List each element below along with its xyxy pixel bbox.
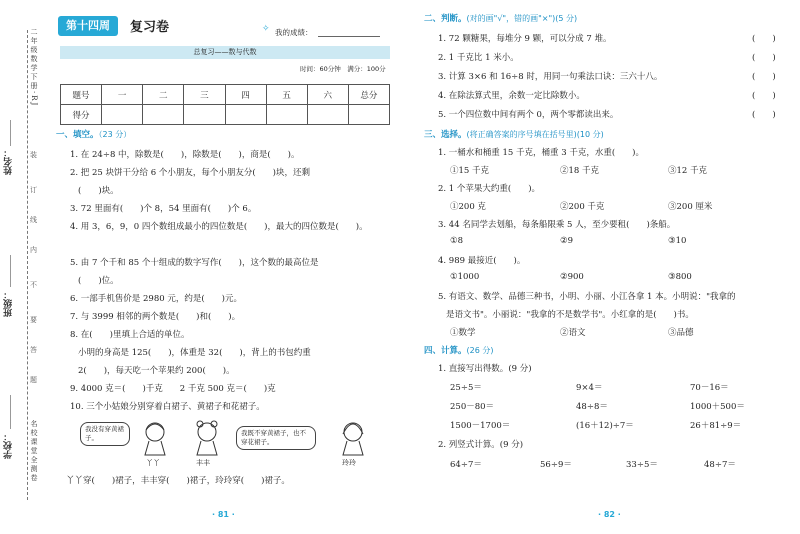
speech-bubble: 我没有穿黄裙子。 — [80, 422, 130, 446]
choice-option: ③200 厘米 — [668, 202, 713, 212]
judge-item: 1. 72 颗糖果，每堆分 9 颗，可以分成 7 堆。 — [438, 34, 612, 44]
answer-bracket[interactable]: ( ) — [752, 72, 776, 82]
calc-item: 9×4＝ — [576, 383, 603, 393]
score-label: 我的成绩： — [275, 28, 313, 37]
brand-tag: 名校课堂全测卷 — [30, 420, 38, 483]
question: 4. 用 3，6，9，0 四个数组成最小的四位数是( )，最大的四位数是( )。 — [70, 222, 368, 232]
question: 3. 72 里面有( )个 8，54 里面有( )个 6。 — [70, 204, 257, 214]
choice-option: ③12 千克 — [668, 166, 708, 176]
choice-option: ③800 — [668, 272, 692, 282]
score-blank[interactable] — [143, 105, 184, 125]
score-cell: 三 — [184, 85, 225, 105]
paper-title: 复习卷 — [130, 20, 170, 35]
answer-bracket[interactable]: ( ) — [752, 91, 776, 101]
week-badge: 第十四周 — [58, 16, 118, 36]
choice-option: ②900 — [560, 272, 584, 282]
subtitle-bar: 总复习——数与代数 — [60, 46, 390, 59]
section-title: 二、判断。 — [424, 14, 467, 24]
score-cell: 二 — [143, 85, 184, 105]
calc-item: 26＋81÷9＝ — [690, 421, 742, 431]
binding-margin — [0, 0, 46, 534]
answer-bracket[interactable]: ( ) — [752, 34, 776, 44]
cut-char: 要 — [30, 316, 37, 324]
section-points: (10 分) — [576, 130, 604, 139]
choice-option: ③10 — [668, 236, 687, 246]
section-points: (26 分) — [466, 346, 494, 355]
girl-icon — [338, 420, 368, 456]
sub-question: 1. 直接写出得数。(9 分) — [438, 364, 532, 374]
school-line — [10, 395, 11, 429]
page-number-right: · 82 · — [598, 510, 621, 519]
question: 8. 在( )里填上合适的单位。 — [70, 330, 190, 340]
calc-item: 250－80＝ — [450, 402, 495, 412]
score-blank[interactable] — [307, 105, 348, 125]
score-cell: 得分 — [61, 105, 102, 125]
score-table-score-row — [61, 105, 390, 125]
girl-name: 丫丫 — [146, 459, 160, 467]
score-line — [318, 36, 380, 37]
answer-bracket[interactable]: ( ) — [752, 110, 776, 120]
grade-tag: 二年级数学下册·RJ — [30, 28, 38, 108]
sub-question: 2. 列竖式计算。(9 分) — [438, 440, 524, 450]
cut-char: 不 — [30, 281, 37, 289]
score-blank[interactable] — [266, 105, 307, 125]
judge-item: 4. 在除法算式里，余数一定比除数小。 — [438, 91, 585, 101]
score-cell: 一 — [102, 85, 143, 105]
cut-char: 答 — [30, 346, 37, 354]
choice-question-cont: 是语文书"。小丽说："我拿的不是数学书"。小红拿的是( )书。 — [446, 310, 694, 320]
choice-question: 1. 一桶水和桶重 15 千克，桶重 3 千克，水重( )。 — [438, 148, 644, 158]
question: 9. 4000 克＝( )千克 2 千克 500 克＝( )克 — [70, 384, 276, 394]
vertical-calc-item: 56÷9＝ — [540, 460, 572, 470]
score-cell: 六 — [307, 85, 348, 105]
choice-option: ②18 千克 — [560, 166, 600, 176]
question: 5. 由 7 个千和 85 个十组成的数字写作( )，这个数的最高位是 — [70, 258, 319, 268]
section-title: 一、填空。 — [56, 130, 99, 140]
cut-char: 线 — [30, 216, 37, 224]
cut-char: 题 — [30, 376, 37, 384]
name-label: 姓名： — [4, 148, 14, 175]
choice-question: 4. 989 最接近( )。 — [438, 256, 526, 266]
vertical-calc-item: 48÷7＝ — [704, 460, 736, 470]
class-label: 班级： — [4, 290, 14, 317]
section-points: （23 分） — [98, 130, 132, 139]
score-blank[interactable] — [348, 105, 389, 125]
choice-question: 2. 1 个苹果大约重( )。 — [438, 184, 541, 194]
score-cell: 四 — [225, 85, 266, 105]
answer-bracket[interactable]: ( ) — [752, 53, 776, 63]
score-blank[interactable] — [102, 105, 143, 125]
question: 2. 把 25 块饼干分给 6 个小朋友，每个小朋友分( )块，还剩 — [70, 168, 310, 178]
choice-option: ①200 克 — [450, 202, 486, 212]
section-title: 三、选择。 — [424, 130, 467, 140]
question-cont: 小明的身高是 125( )，体重是 32( )，背上的书包约重 — [78, 348, 311, 358]
section4-title — [424, 344, 493, 356]
section-points: (5 分) — [555, 14, 578, 23]
section3-title — [424, 128, 604, 140]
judge-item: 5. 一个四位数中间有两个 0，两个零都读出来。 — [438, 110, 619, 120]
score-table — [60, 84, 390, 125]
star-icon: ✧ — [262, 24, 270, 34]
cut-char: 装 — [30, 151, 37, 159]
question: 7. 与 3999 相邻的两个数是( )和( )。 — [70, 312, 241, 322]
school-label: 学校： — [4, 432, 14, 459]
calc-item: 1500－1700＝ — [450, 421, 511, 431]
judge-item: 2. 1 千克比 1 米小。 — [438, 53, 519, 63]
score-table-header-row — [61, 85, 390, 105]
choice-option: ③品德 — [668, 328, 694, 338]
section-title: 四、计算。 — [424, 346, 467, 356]
score-blank[interactable] — [225, 105, 266, 125]
page-number-left: · 81 · — [212, 510, 235, 519]
girl-name: 丰丰 — [196, 459, 210, 467]
section-hint: (对的画"√"，错的画"×") — [466, 14, 556, 23]
vertical-calc-item: 64÷7＝ — [450, 460, 482, 470]
choice-option: ①数学 — [450, 328, 476, 338]
question-cont: ( )块。 — [78, 186, 119, 196]
question-cont: ( )位。 — [78, 276, 119, 286]
time-note: 时间：60分钟 满分：100分 — [300, 65, 386, 73]
girl-name: 玲玲 — [342, 459, 356, 467]
section-hint: (将正确答案的序号填在括号里) — [466, 130, 577, 139]
section2-title — [424, 12, 577, 24]
cut-char: 订 — [30, 186, 37, 194]
name-line — [10, 120, 11, 146]
choice-question: 3. 44 名同学去划船，每条船限乘 5 人，至少要租( )条船。 — [438, 220, 676, 230]
choice-option: ②9 — [560, 236, 574, 246]
calc-item: 70－16＝ — [690, 383, 729, 393]
choice-option: ②200 千克 — [560, 202, 605, 212]
girl-icon — [140, 420, 170, 456]
calc-item: 1000＋500＝ — [690, 402, 745, 412]
calc-item: 48÷8＝ — [576, 402, 608, 412]
choice-option: ②语文 — [560, 328, 586, 338]
choice-option: ①15 千克 — [450, 166, 490, 176]
girl-icon — [192, 420, 222, 456]
calc-item: 25÷5＝ — [450, 383, 482, 393]
vertical-calc-item: 33÷5＝ — [626, 460, 658, 470]
calc-item: (16＋12)÷7＝ — [576, 421, 634, 431]
score-cell: 五 — [266, 85, 307, 105]
question: 10. 三个小姑娘分别穿着白裙子、黄裙子和花裙子。 — [70, 402, 265, 412]
cut-line — [27, 30, 28, 500]
score-cell: 题号 — [61, 85, 102, 105]
choice-question: 5. 有语文、数学、品德三种书，小明、小丽、小江各拿 1 本。小明说："我拿的 — [438, 292, 736, 302]
cut-char: 内 — [30, 246, 37, 254]
score-cell: 总分 — [348, 85, 389, 105]
question-cont: 2( )，每天吃一个苹果约 200( )。 — [78, 366, 235, 376]
speech-bubble: 我既不穿黄裙子，也不穿花裙子。 — [236, 426, 316, 450]
judge-item: 3. 计算 3×6 和 16÷8 时，用同一句乘法口诀：三六十八。 — [438, 72, 663, 82]
question: 1. 在 24÷8 中，除数是( )，除数是( )，商是( )。 — [70, 150, 300, 160]
question: 6. 一部手机售价是 2980 元，约是( )元。 — [70, 294, 242, 304]
section1-title — [56, 128, 131, 140]
score-blank[interactable] — [184, 105, 225, 125]
choice-option: ①1000 — [450, 272, 480, 282]
question-answer: 丫丫穿( )裙子，丰丰穿( )裙子，玲玲穿( )裙子。 — [66, 476, 290, 486]
choice-option: ①8 — [450, 236, 464, 246]
class-line — [10, 255, 11, 287]
